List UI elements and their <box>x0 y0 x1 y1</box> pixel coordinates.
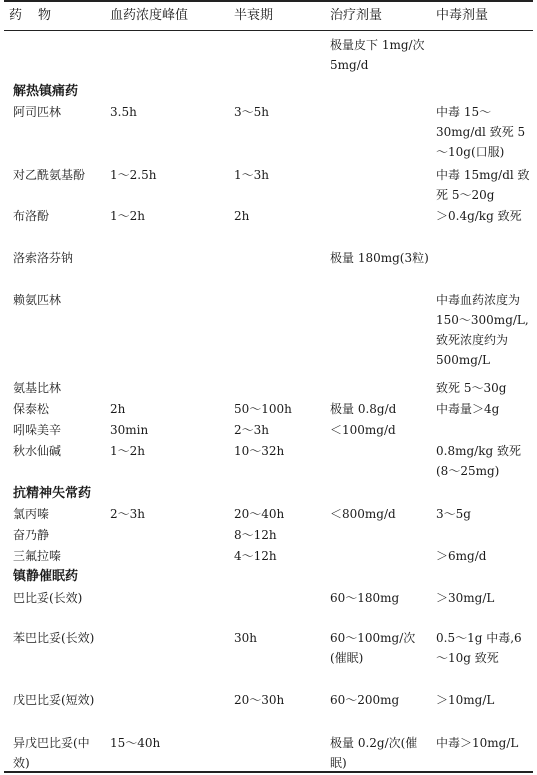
cell-drug: 洛索洛芬钠 <box>13 251 74 265</box>
cell-toxic: ＞0.4g/kg 致死 <box>436 209 522 223</box>
header-toxic-dose: 中毒剂量 <box>436 8 489 23</box>
header-peak-concentration: 血药浓度峰值 <box>110 8 189 23</box>
cell-therapeutic: 极量皮下 1mg/次 5mg/d <box>330 38 425 72</box>
cell-half-life: 2h <box>234 209 250 223</box>
cell-toxic: ＞6mg/d <box>436 549 487 563</box>
cell-toxic: 中毒血药浓度为 150～300mg/L,致死浓度约为 500mg/L <box>436 293 529 367</box>
cell-toxic: 0.5～1g 中毒,6～10g 致死 <box>436 631 522 665</box>
cell-drug: 戊巴比妥(短效) <box>13 693 95 707</box>
cell-half-life: 20～30h <box>234 693 285 707</box>
cell-peak: 2～3h <box>110 507 145 521</box>
cell-drug: 吲哚美辛 <box>13 423 62 437</box>
cell-peak: 2h <box>110 402 126 416</box>
cell-drug: 秋水仙碱 <box>13 444 62 458</box>
cell-half-life: 50～100h <box>234 402 292 416</box>
cell-therapeutic: ＜100mg/d <box>330 423 396 437</box>
cell-toxic: 致死 5～30g <box>436 381 507 395</box>
table-bottom-rule <box>4 771 533 773</box>
cell-therapeutic: 极量 180mg(3粒) <box>330 251 429 265</box>
cell-drug: 氨基比林 <box>13 381 62 395</box>
cell-half-life: 2～3h <box>234 423 269 437</box>
cell-toxic: 中毒量＞4g <box>436 402 500 416</box>
cell-drug: 苯巴比妥(长效) <box>13 631 95 645</box>
cell-toxic: 中毒 15mg/dl 致死 5～20g <box>436 168 530 202</box>
cell-drug: 三氟拉嗪 <box>13 549 62 563</box>
cell-peak: 1～2h <box>110 444 145 458</box>
cell-half-life: 1～3h <box>234 168 269 182</box>
cell-drug: 异戊巴比妥(中效) <box>13 736 90 770</box>
cell-half-life: 30h <box>234 631 257 645</box>
cell-toxic: 中毒 15～30mg/dl 致死 5～10g(口服) <box>436 105 526 159</box>
cell-therapeutic: 极量 0.8g/d <box>330 402 397 416</box>
cell-peak: 1～2h <box>110 209 145 223</box>
section-heading-antipsychotics: 抗精神失常药 <box>13 486 92 501</box>
cell-drug: 对乙酰氨基酚 <box>13 168 86 182</box>
section-heading-analgesics: 解热镇痛药 <box>13 84 79 99</box>
cell-therapeutic: 极量 0.2g/次(催眠) <box>330 736 418 770</box>
cell-therapeutic: ＜800mg/d <box>330 507 396 521</box>
cell-half-life: 20～40h <box>234 507 285 521</box>
cell-half-life: 8～12h <box>234 528 277 542</box>
cell-therapeutic: 60～100mg/次(催眠) <box>330 631 416 665</box>
cell-half-life: 10～32h <box>234 444 285 458</box>
cell-therapeutic: 60～200mg <box>330 693 400 707</box>
cell-drug: 巴比妥(长效) <box>13 591 83 605</box>
cell-drug: 保泰松 <box>13 402 50 416</box>
cell-toxic: ＞10mg/L <box>436 693 495 707</box>
header-therapeutic-dose: 治疗剂量 <box>330 8 383 23</box>
cell-toxic: 3～5g <box>436 507 471 521</box>
cell-drug: 氯丙嗪 <box>13 507 50 521</box>
cell-half-life: 4～12h <box>234 549 277 563</box>
header-drug: 药物 <box>9 8 68 23</box>
cell-drug: 阿司匹林 <box>13 105 62 119</box>
cell-drug: 赖氨匹林 <box>13 293 62 307</box>
header-half-life: 半衰期 <box>234 8 274 23</box>
cell-peak: 15～40h <box>110 736 161 750</box>
cell-half-life: 3～5h <box>234 105 269 119</box>
cell-peak: 3.5h <box>110 105 137 119</box>
section-heading-sedatives: 镇静催眠药 <box>13 569 79 584</box>
cell-peak: 1～2.5h <box>110 168 157 182</box>
cell-drug: 布洛酚 <box>13 209 50 223</box>
cell-therapeutic: 60～180mg <box>330 591 400 605</box>
cell-toxic: 0.8mg/kg 致死(8～25mg) <box>436 444 521 478</box>
cell-toxic: 中毒＞10mg/L <box>436 736 519 750</box>
cell-drug: 奋乃静 <box>13 528 50 542</box>
cell-peak: 30min <box>110 423 149 437</box>
table-header-rule <box>4 30 533 31</box>
table-top-rule <box>4 0 533 2</box>
cell-toxic: ＞30mg/L <box>436 591 495 605</box>
